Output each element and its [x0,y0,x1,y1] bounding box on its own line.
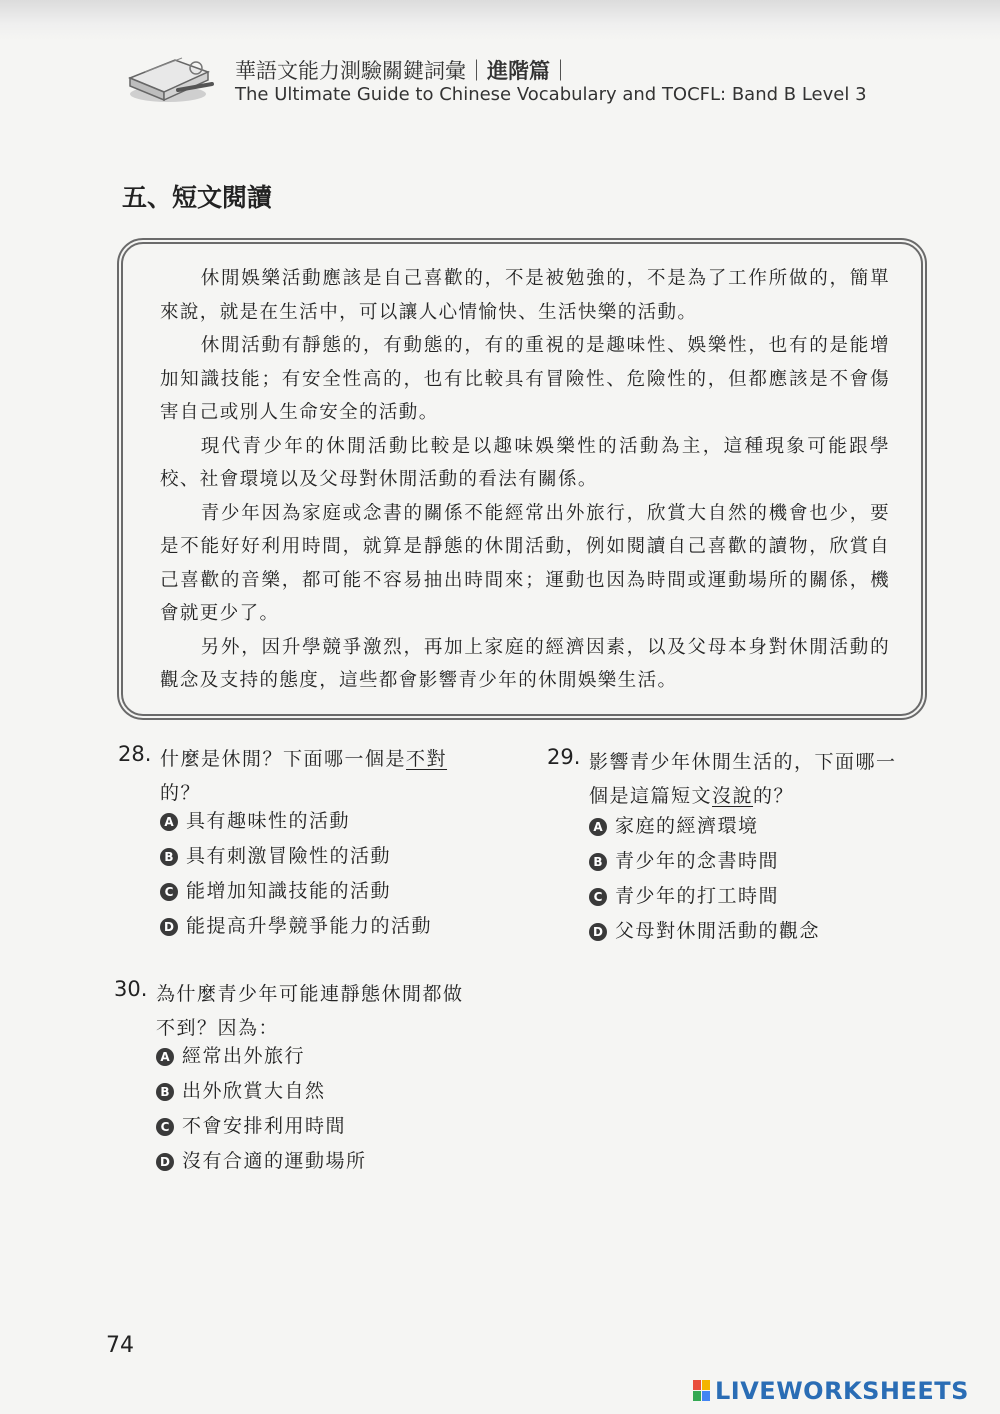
question-number: 30. [114,977,148,1001]
option-text: 沒有合適的運動場所 [182,1150,367,1172]
option-text: 青少年的念書時間 [615,850,780,872]
liveworksheets-logo-icon [693,1380,711,1402]
passage-paragraph: 休閒活動有靜態的，有動態的，有的重視的是趣味性、娛樂性，也有的是能增加知識技能；有安全性高的，也有比較具有冒險性、危險性的，但都應該是不會傷害自己或別人生命安全的活動。 [160,335,890,423]
option-b[interactable] [156,1074,367,1109]
book-header [120,50,900,110]
question-29 [547,745,927,955]
question-stem: 為什麼青少年可能連靜態休閒都做不到？因為： [156,983,464,1039]
stem-text: 影響青少年休閒生活的，下面哪一個是這篇短文 [589,751,897,807]
stem-text-end: 的？ [753,785,795,807]
option-b[interactable] [589,844,820,879]
header-title-english: The Ultimate Guide to Chinese Vocabulary and TOCFL: Band B Level 3 [235,84,867,105]
header-title-prefix: 華語文能力測驗關鍵詞彙｜ [235,59,487,83]
option-text: 經常出外旅行 [182,1045,306,1067]
option-text: 具有刺激冒險性的活動 [186,845,392,867]
option-list [160,804,432,944]
option-b[interactable] [160,839,432,874]
option-a[interactable] [156,1039,367,1074]
option-text: 父母對休閒活動的觀念 [615,920,821,942]
option-badge: D [589,923,607,941]
option-text: 能提高升學競爭能力的活動 [186,915,433,937]
scan-top-shadow [0,0,1000,40]
option-badge: A [160,813,178,831]
option-text: 不會安排利用時間 [182,1115,347,1137]
stem-emphasis: 不對 [406,748,448,770]
option-d[interactable] [589,914,820,949]
option-list [589,809,820,949]
option-badge: C [589,888,607,906]
header-title-chinese [235,55,571,85]
option-d[interactable] [156,1144,367,1179]
watermark-text: LIVEWORKSHEETS [715,1377,969,1405]
option-badge: B [589,853,607,871]
passage-paragraph: 另外，因升學競爭激烈，再加上家庭的經濟因素，以及父母本身對休閒活動的觀念及支持的態度，這些都會影響青少年的休閒娛樂生活。 [160,636,890,691]
passage-paragraph: 現代青少年的休閒活動比較是以趣味娛樂性的活動為主，這種現象可能跟學校、社會環境以及父母對休閒活動的看法有關係。 [160,435,890,490]
stem-text-end: 的？ [160,782,202,804]
option-c[interactable] [589,879,820,914]
option-badge: B [156,1083,174,1101]
passage-paragraph: 青少年因為家庭或念書的關係不能經常出外旅行，欣賞大自然的機會也少，要是不能好好利用時間，就算是靜態的休閒活動，例如閱讀自己喜歡的讀物，欣賞自己喜歡的音樂，都可能不容易抽出時間來；運動也因為時間或運動場所的關係，機會就更少了。 [160,502,890,624]
option-c[interactable] [156,1109,367,1144]
header-title-suffix: ｜ [550,59,571,83]
page-number: 74 [106,1333,134,1358]
option-c[interactable] [160,874,432,909]
passage-paragraph: 休閒娛樂活動應該是自己喜歡的，不是被勉強的，不是為了工作所做的，簡單來說，就是在生活中，可以讓人心情愉快、生活快樂的活動。 [160,268,890,323]
option-text: 具有趣味性的活動 [186,810,351,832]
option-a[interactable] [589,809,820,844]
header-title-bold: 進階篇 [487,59,550,83]
reading-passage [160,262,890,698]
option-badge: C [156,1118,174,1136]
option-badge: A [589,818,607,836]
book-icon [120,50,220,105]
liveworksheets-watermark[interactable] [693,1377,969,1403]
question-28 [118,742,498,952]
option-a[interactable] [160,804,432,839]
option-text: 能增加知識技能的活動 [186,880,392,902]
option-badge: B [160,848,178,866]
option-badge: A [156,1048,174,1066]
question-number: 29. [547,745,581,769]
option-text: 出外欣賞大自然 [182,1080,326,1102]
stem-emphasis: 沒說 [712,785,754,807]
question-stem [160,742,480,810]
question-stem [589,745,909,813]
question-number: 28. [118,742,152,766]
stem-text: 什麼是休閒？下面哪一個是 [160,748,407,770]
option-badge: D [160,918,178,936]
option-badge: D [156,1153,174,1171]
option-badge: C [160,883,178,901]
option-list [156,1039,367,1179]
option-text: 家庭的經濟環境 [615,815,759,837]
option-d[interactable] [160,909,432,944]
option-text: 青少年的打工時間 [615,885,780,907]
section-title: 五、短文閱讀 [122,183,273,212]
question-30 [114,977,494,1187]
